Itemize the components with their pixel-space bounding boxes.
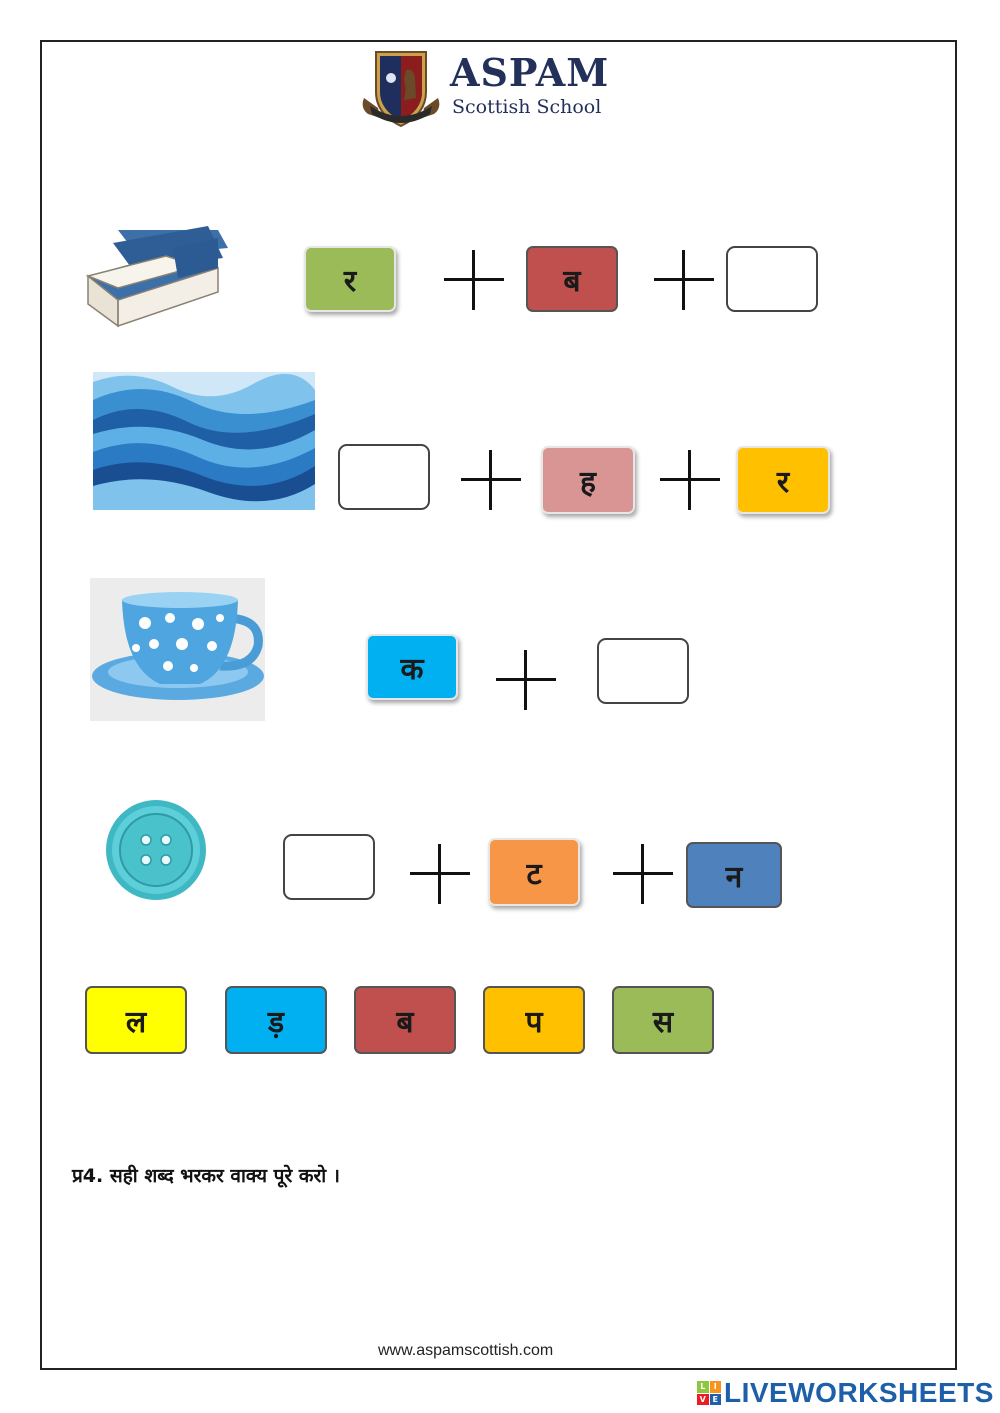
liveworksheets-icon: L I V E [697, 1381, 721, 1405]
school-crest-icon [360, 48, 442, 130]
option-tile-3[interactable]: ब [354, 986, 456, 1054]
row2-plus-2 [660, 450, 720, 510]
row2-tile-1[interactable]: ह [541, 446, 635, 514]
row3-blank-drop-target[interactable] [597, 638, 689, 704]
school-logo [360, 48, 610, 130]
row4-plus-1 [410, 844, 470, 904]
row2-blank-drop-target[interactable] [338, 444, 430, 510]
teacup-picture [90, 578, 265, 721]
brand-subtitle: Scottish School [452, 96, 602, 118]
row1-plus-2 [654, 250, 714, 310]
eraser-picture [78, 208, 238, 338]
row3-plus-1 [496, 650, 556, 710]
row4-blank-drop-target[interactable] [283, 834, 375, 900]
row4-tile-2[interactable]: न [686, 842, 782, 908]
option-tile-5[interactable]: स [612, 986, 714, 1054]
option-tile-2[interactable]: ड़ [225, 986, 327, 1054]
question-text: प्र4. सही शब्द भरकर वाक्य पूरे करो । [72, 1165, 340, 1187]
option-tile-4[interactable]: प [483, 986, 585, 1054]
water-waves-picture [93, 372, 315, 510]
row4-plus-2 [613, 844, 673, 904]
liveworksheets-text: LIVEWORKSHEETS [724, 1377, 994, 1408]
row3-tile-1[interactable]: क [366, 634, 458, 700]
liveworksheets-watermark [697, 1378, 994, 1408]
brand-name: ASPAM [450, 50, 610, 95]
row2-plus-1 [461, 450, 521, 510]
row1-tile-2[interactable]: ब [526, 246, 618, 312]
row1-tile-1[interactable]: र [304, 246, 396, 312]
row1-blank-drop-target[interactable] [726, 246, 818, 312]
row2-tile-2[interactable]: र [736, 446, 830, 514]
row4-tile-1[interactable]: ट [488, 838, 580, 906]
option-tile-1[interactable]: ल [85, 986, 187, 1054]
row1-plus-1 [444, 250, 504, 310]
footer-url: www.aspamscottish.com [378, 1342, 554, 1359]
sewing-button-picture [104, 798, 208, 902]
